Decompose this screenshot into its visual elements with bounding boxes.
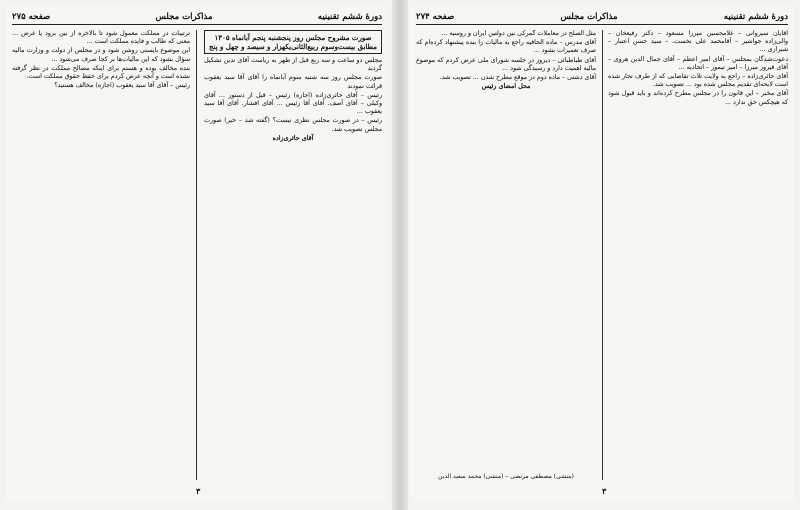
left-header-page-number: صفحه ۲۷۵ xyxy=(12,12,51,22)
left-page-column-left xyxy=(12,30,190,482)
right-page xyxy=(410,6,794,502)
signature-line: آقای حائری‌زاده xyxy=(272,134,314,142)
text-paragraph: آقای دشتی – ماده دوم در موقع مطرح شدن ... تصویب شد. xyxy=(439,74,596,82)
right-page-column-left xyxy=(416,30,596,482)
right-page-header xyxy=(416,10,788,25)
text-paragraph: این موضوع بایستی روشن شود و در مجلس از دولت و وزارت مالیه سؤال بشود که این مالیات‌ها بر کجا صرف می‌شود ... xyxy=(12,47,190,63)
text-paragraph: صورت مجلس روز سه شنبه سوم آبانماه را آقای آقا سید یعقوب قرائت نمودند xyxy=(204,74,382,90)
text-paragraph: مجلس دو ساعت و سه ربع قبل از ظهر به ریاست آقای تدین تشکیل گردید xyxy=(204,57,382,73)
text-paragraph: رئیس – در صورت مجلس نظری نیست؟ (گفته شد – خیر) صورت مجلس تصویب شد. xyxy=(204,117,382,133)
left-header-session: دورهٔ ششم تقنینیه xyxy=(317,12,382,22)
text-paragraph: مثل الصلح در معاملات گمرکی بین دولتین ایران و روسیه ... xyxy=(441,30,596,37)
text-paragraph: بنده مخالف بوده و هستم برای اینکه مصالح مملکت در نظر گرفته نشده است و آنچه عرض کردم برای حفظ حقوق مملکت است. xyxy=(12,64,190,81)
signature-line: محل امضای رئیس xyxy=(481,83,531,91)
right-header-title: مذاکرات مجلس xyxy=(560,12,618,22)
right-header-page-number: صفحه ۲۷۴ xyxy=(416,12,455,22)
session-title-box: صورت مشروح مجلس روز پنجشنبه پنجم آبانماه ۱۳۰۵ مطابق بیست‌وسوم ربیع‌الثانی‌یکهزار و سیصد و چهل و پنج xyxy=(204,30,382,54)
left-page-column-right xyxy=(204,30,382,482)
text-paragraph: آقای مخبر – این قانون را در مجلس مطرح کرده‌اند و باید قبول شود که هیچکس حق ندارد ... xyxy=(608,90,788,106)
column-divider xyxy=(602,30,603,480)
page-footer-mark: ۳ xyxy=(602,486,607,496)
right-page-column-right xyxy=(608,30,788,482)
text-paragraph: آقای مدرس – ماده الحاقیه راجع به مالیات را بنده پیشنهاد کرده‌ام که صرف تعمیرات بشود ... xyxy=(416,39,596,55)
left-page-header xyxy=(12,10,382,25)
text-paragraph: آقای حائری‌زاده – راجع به ولایت ثلاث تقاضایی که از طرف تجار شده است لایحه‌ای تقدیم مجلس شده بود ... تصویب شد. xyxy=(608,73,788,89)
secretaries-footnote: (منشی) مصطفی مرتضی – (منشی) محمد سعید الدین xyxy=(438,473,574,480)
text-paragraph: رئیس – آقای حائری‌زاده (اجازه) رئیس – قبل از دستور ... آقای وکیلی – آقای آصف. آقای آقا رئیس ... آقای افشار. آقای آقا سید یعقوب ... xyxy=(204,91,382,116)
text-paragraph: رئیس – آقای آقا سید یعقوب (اجازه) مخالف هستید؟ xyxy=(54,82,190,90)
column-divider xyxy=(196,30,197,480)
page-footer-mark: ۳ xyxy=(196,486,201,496)
book-gutter xyxy=(392,0,408,510)
left-header-title: مذاکرات مجلس xyxy=(155,12,213,22)
left-page xyxy=(6,6,388,502)
text-paragraph: آقای طباطبائی – دیروز در جلسه شورای ملی عرض کردم که موضوع مالیه اهمیت دارد و رسیدگی شود ... xyxy=(416,56,596,72)
text-paragraph: آقایان سیروانی – غلامحسین میرزا مسعود – دکتر رفیعخان – والی‌زاده جواشیر – آقامحمد علی نخست. – سید حسن اعتبار – شیرازی ... xyxy=(608,30,788,54)
text-paragraph: ترتیبات در مملکت معمول شود تا بالاخره از بین برود یا غرض ... معنی که طالب و فایده مملکت است ... xyxy=(12,30,190,46)
right-header-session: دورهٔ ششم تقنینیه xyxy=(723,12,788,22)
text-paragraph: دعوت‌شدگان بمجلس – آقای امیر اعظم – آقای جمال الدین هروی – آقای فیروز میرزا – امیر تیمور – اتحادیه ... xyxy=(608,55,788,71)
